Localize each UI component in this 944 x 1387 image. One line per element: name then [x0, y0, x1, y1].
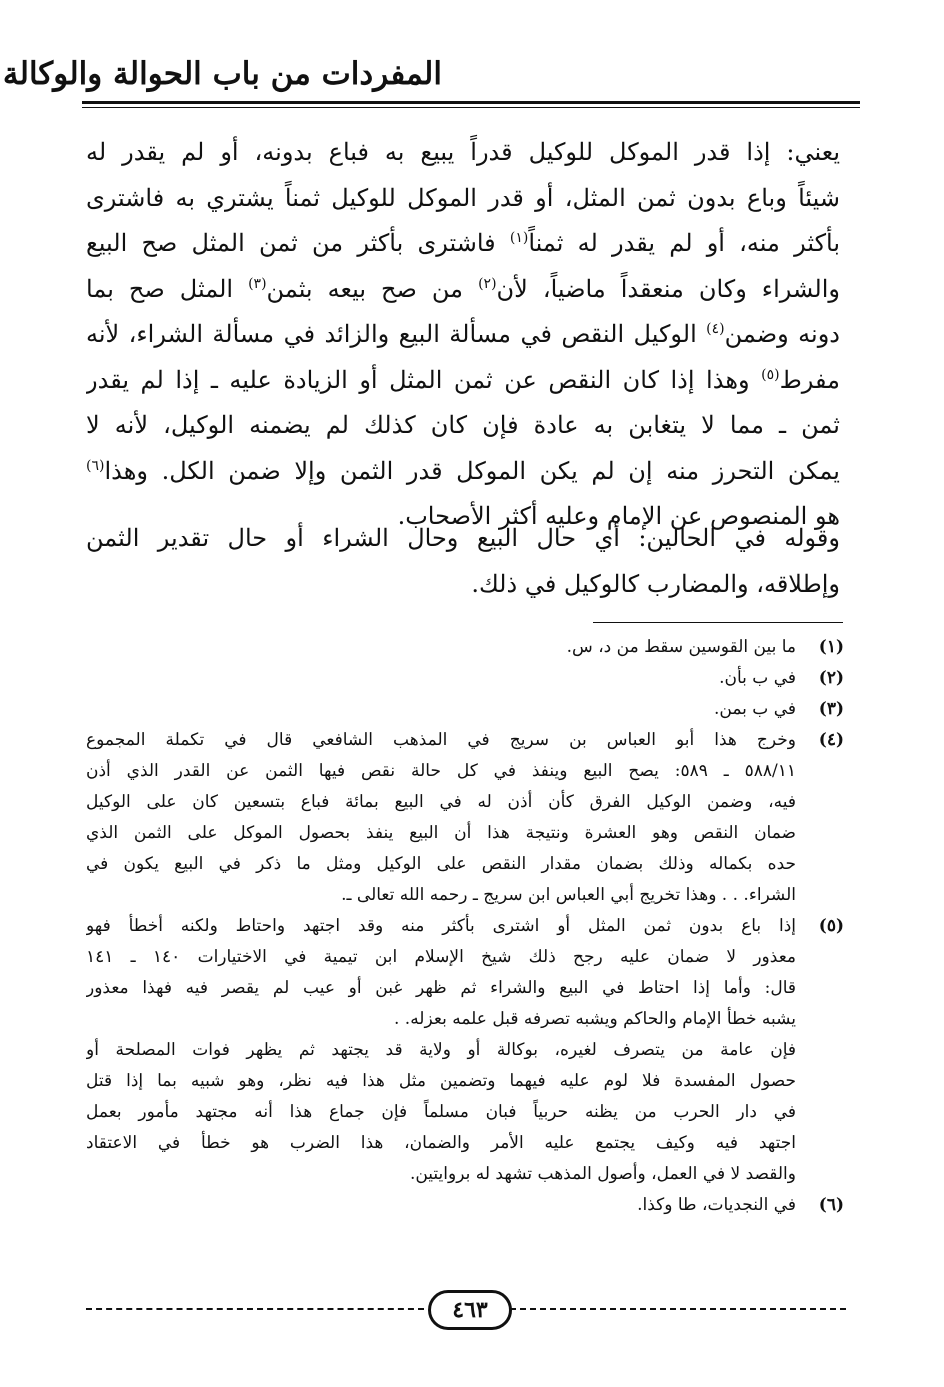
footnote-line: في النجديات، طا وكذا. — [637, 1195, 796, 1215]
footnote-item — [86, 1190, 844, 1221]
footnote-line: إذا باع بدون ثمن المثل أو اشترى بأكثر منه وقد اجتهد واحتاط ولكنه أخطأ فهو — [86, 916, 796, 936]
body-line: وقوله في الحالين: أي حال البيع وحال الشراء أو حال تقدير الثمن — [86, 524, 840, 552]
body-line: وإطلاقه، والمضارب كالوكيل في ذلك. — [471, 569, 840, 598]
footnote-number: (٢) — [818, 668, 844, 688]
footnote-marker: (٦) — [86, 457, 105, 474]
running-header-title: المفردات من باب الحوالة والوكالة — [2, 56, 442, 92]
footnote-text — [86, 632, 796, 663]
footnote-line: اجتهد فيه وكيف يجتمع عليه الأمر والضمان، هذا الضرب هو خطأ في الاعتقاد — [86, 1133, 796, 1153]
line-segment: فاشترى بأكثر من ثمن المثل صح البيع — [86, 229, 510, 257]
footnote-text — [86, 663, 796, 694]
footnote-line: ضمان النقص وهو العشرة ونتيجة هذا أن البيع ينفذ بحصول الموكل على الثمن الذي — [86, 823, 796, 843]
footnote-marker: (٥) — [761, 366, 780, 383]
footnote-line: في دار الحرب من يظنه حربياً فبان مسلماً فإن جماع هذا أنه مجتهد مأمور بعمل — [86, 1102, 796, 1122]
body-line: يعني: إذا قدر الموكل للوكيل قدراً يبيع به فباع بدونه، أو لم يقدر له — [86, 138, 840, 166]
footnote-line: في ب بمن. — [713, 699, 796, 719]
footnote-line: قال: وأما إذا احتاط في البيع والشراء ثم ظهر غبن أو عيب لم يقصر فيه فهذا معذور — [86, 978, 796, 998]
body-line: ثمن ـ مما لا يتغابن به عادة فإن كان كذلك لم يضمنه الوكيل، لأنه لا — [86, 411, 840, 439]
footnote-number: (٦) — [818, 1195, 844, 1215]
footnote-number: (١) — [818, 637, 844, 657]
footnote-marker: (٤) — [706, 321, 725, 337]
body-line: هو المنصوص عن الإمام وعليه أكثر الأصحاب. — [397, 502, 840, 530]
line-segment: يمكن التحرز منه إن لم يكن الموكل قدر الثمن وإلا ضمن الكل. وهذا — [104, 456, 840, 485]
footnote-separator — [593, 622, 843, 623]
line-segment: دونه وضمن — [724, 320, 840, 348]
footnote-marker: (٣) — [248, 275, 267, 292]
footnote-line: في ب بأن. — [719, 668, 796, 688]
footnote-text — [86, 694, 796, 725]
footnote-item — [86, 694, 844, 725]
body-line — [86, 358, 840, 404]
line-segment: الوكيل النقص في مسألة البيع والزائد في مسألة الشراء، لأنه — [86, 320, 707, 348]
footer-dashed-rule-left — [86, 1308, 424, 1310]
footnote-line: حده بكماله وذلك بضمان مقدار النقص على الوكيل ومثل ما ذكر في البيع يكون في — [86, 854, 796, 874]
header-rule-thick — [82, 101, 860, 104]
main-paragraph-2 — [86, 516, 840, 607]
body-line — [86, 449, 840, 495]
line-segment: من صح بيعه بثمن — [266, 274, 479, 303]
footnote-text — [86, 725, 796, 911]
line-segment: وهذا إذا كان النقص عن ثمن المثل أو الزيادة عليه ـ إذا لم يقدر — [86, 365, 762, 394]
header-rule-thin — [82, 107, 860, 108]
body-line — [86, 312, 840, 358]
footnote-item — [86, 663, 844, 694]
line-segment: المثل صح بما — [86, 274, 249, 303]
line-segment: والشراء وكان منعقداً ماضياً، لأن — [496, 274, 840, 303]
footnote-line: فإن عامة من يتصرف لغيره، بوكالة أو ولاية قد يجتهد ثم يظهر فوات المصلحة أو — [86, 1040, 796, 1060]
page-number: ٤٦٣ — [428, 1290, 512, 1330]
footnote-number: (٤) — [818, 730, 844, 750]
main-paragraph-1 — [86, 130, 840, 540]
footnote-item — [86, 632, 844, 663]
footnote-marker: (١) — [509, 230, 529, 246]
body-line — [86, 267, 840, 313]
body-line — [86, 221, 840, 267]
footnote-line: والقصد لا في العمل، وأصول المذهب تشهد له بروايتين. — [409, 1164, 796, 1184]
footnote-marker: (٢) — [478, 275, 497, 292]
footnote-number: (٥) — [818, 916, 844, 936]
footer-dashed-rule-right — [510, 1308, 846, 1310]
footnote-item — [86, 725, 844, 911]
footnote-line: حصول المفسدة فلا لوم عليه فيهما وتضمين مثل هذا فيه نظر، وهو شبيه بما إذا قتل — [86, 1071, 796, 1091]
body-line: شيئاً وباع بدون ثمن المثل، أو قدر الموكل للوكيل ثمناً يشتري به فاشترى — [86, 183, 840, 212]
footnote-line: ما بين القوسين سقط من د، س. — [566, 637, 796, 657]
footnote-line: الشراء. . . وهذا تخريج أبي العباس ابن سريج ـ رحمه الله تعالى ـ. — [341, 885, 796, 905]
footnotes-section — [86, 632, 844, 1221]
footnote-line: ٥٨٨/١١ ـ ٥٨٩: يصح البيع وينفذ في كل حالة نقص فيها الثمن عن القدر الذي أذن — [86, 761, 796, 781]
footnote-item — [86, 911, 844, 1190]
footnote-number: (٣) — [818, 699, 844, 719]
footnote-line: فيه، وضمن الوكيل الفرق كأن أذن له في البيع بمائة فباع بتسعين كان على الوكيل — [86, 792, 796, 812]
line-segment: مفرط — [779, 365, 840, 394]
footnote-line: وخرج هذا أبو العباس بن سريج في المذهب الشافعي قال في تكملة المجموع — [86, 730, 796, 750]
footnote-line: يشبه خطأ الإمام والحاكم ويشبه تصرفه قبل علمه بعزله. . — [393, 1009, 796, 1029]
footnote-text — [86, 911, 796, 1190]
page-footer — [86, 1288, 846, 1328]
footnote-text — [86, 1190, 796, 1221]
line-segment: بأكثر منه، أو لم يقدر له ثمناً — [528, 229, 840, 257]
footnote-line: معذور لا ضمان عليه رجح ذلك شيخ الإسلام ابن تيمية في الاختيارات ١٤٠ ـ ١٤١ — [86, 947, 796, 967]
